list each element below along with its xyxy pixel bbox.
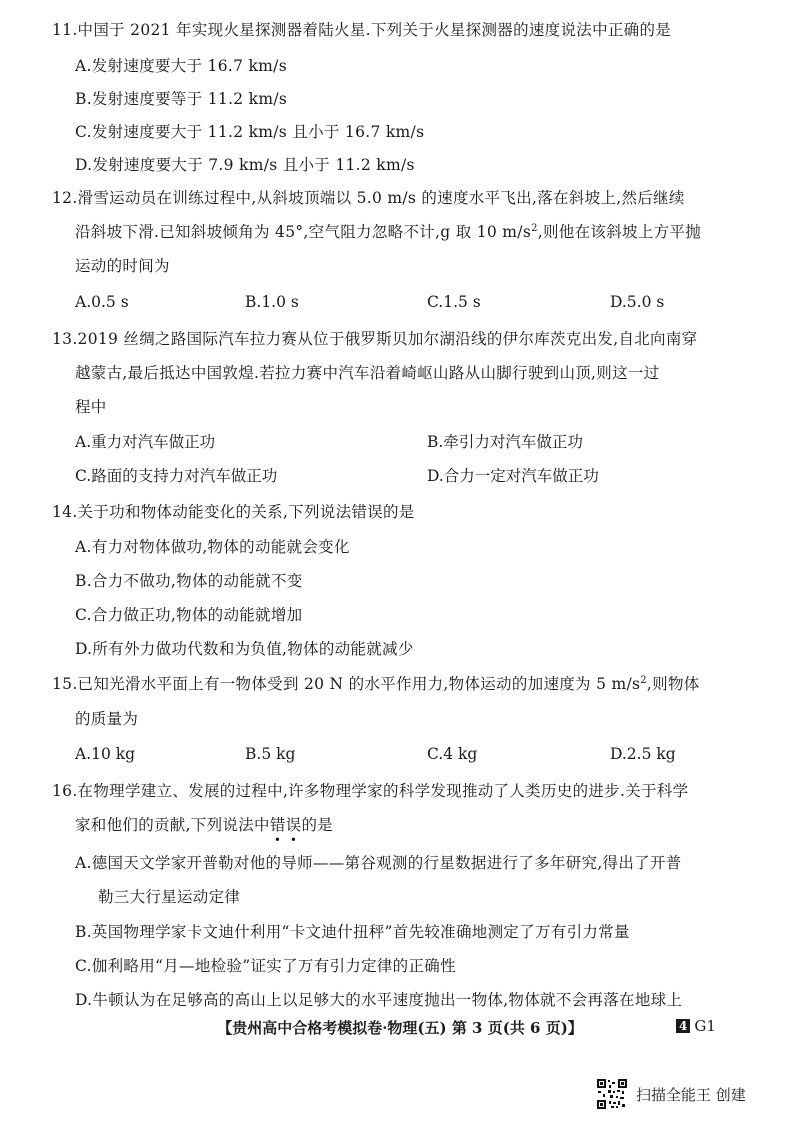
q12-option-b: B.1.0 s [245, 293, 299, 311]
q12-stem-line2 [75, 222, 701, 242]
scanner-watermark [596, 1078, 746, 1110]
q16-option-b: B.英国物理学家卡文迪什利用“卡文迪什扭秤”首先较准确地测定了万有引力常量 [75, 923, 630, 941]
q11-option-b: B.发射速度要等于 11.2 km/s [75, 90, 288, 108]
scanner-label: 扫描全能王 创建 [636, 1085, 746, 1104]
q15-option-a: A.10 kg [75, 745, 136, 763]
q16-emphasis-text: 错误 [269, 816, 302, 834]
q11-option-c: C.发射速度要大于 11.2 km/s 且小于 16.7 km/s [75, 123, 425, 141]
paper-code-text: G1 [694, 1017, 716, 1035]
q12-stem-line1: 12.滑雪运动员在训练过程中,从斜坡顶端以 5.0 m/s 的速度水平飞出,落在斜坡上,然后继续 [52, 189, 685, 207]
q14-option-c: C.合力做正功,物体的动能就增加 [75, 606, 303, 624]
paper-code-box: 4 [676, 1019, 690, 1033]
q14-option-b: B.合力不做功,物体的动能就不变 [75, 572, 303, 590]
q13-stem-line2: 越蒙古,最后抵达中国敦煌.若拉力赛中汽车沿着崎岖山路从山脚行驶到山顶,则这一过 [75, 364, 660, 382]
page-footer: 【贵州高中合格考模拟卷·物理(五) 第 3 页(共 6 页)】 [217, 1019, 583, 1037]
q16-option-a-line2: 勒三大行星运动定律 [98, 888, 241, 906]
q16-option-c: C.伽利略用“月—地检验”证实了万有引力定律的正确性 [75, 957, 456, 975]
q12-superscript: 2 [531, 222, 538, 234]
q16-emphasis-word [269, 816, 302, 847]
q13-option-b: B.牵引力对汽车做正功 [427, 433, 583, 451]
q15-superscript: 2 [640, 674, 647, 686]
q15-stem-line1-text: 15.已知光滑水平面上有一物体受到 20 N 的水平作用力,物体运动的加速度为 5 m/s [52, 675, 641, 693]
q12-stem-line2-text: 沿斜坡下滑.已知斜坡倾角为 45°,空气阻力忽略不计,g 取 10 m/s [75, 223, 532, 241]
q13-option-d: D.合力一定对汽车做正功 [427, 467, 599, 485]
q16-stem-line2 [75, 815, 334, 847]
q12-stem-line2-tail: ,则他在该斜坡上方平抛 [537, 223, 701, 241]
emphasis-dot-icon: • [273, 833, 282, 847]
q12-option-c: C.1.5 s [427, 293, 481, 311]
q13-stem-line1: 13.2019 丝绸之路国际汽车拉力赛从位于俄罗斯贝加尔湖沿线的伊尔库茨克出发,自北向南穿 [52, 330, 698, 348]
q16-stem-line2-tail: 的是 [301, 816, 334, 834]
q15-option-b: B.5 kg [245, 745, 296, 763]
q16-stem-line1: 16.在物理学建立、发展的过程中,许多物理学家的科学发现推动了人类历史的进步.关于科学 [52, 782, 689, 800]
q11-option-d: D.发射速度要大于 7.9 km/s 且小于 11.2 km/s [75, 156, 415, 174]
q13-option-a: A.重力对汽车做正功 [75, 433, 216, 451]
q14-option-d: D.所有外力做功代数和为负值,物体的动能就减少 [75, 640, 414, 658]
q16-option-d: D.牛顿认为在足够高的高山上以足够大的水平速度抛出一物体,物体就不会再落在地球上 [75, 991, 683, 1009]
q15-stem-line1-tail: ,则物体 [646, 675, 700, 693]
q11-stem: 11.中国于 2021 年实现火星探测器着陆火星.下列关于火星探测器的速度说法中正确的是 [52, 21, 672, 39]
q12-stem-line3: 运动的时间为 [75, 257, 170, 275]
q14-option-a: A.有力对物体做功,物体的动能就会变化 [75, 538, 350, 556]
q15-stem-line1 [52, 674, 700, 694]
q15-stem-line2: 的质量为 [75, 710, 139, 728]
q12-option-d: D.5.0 s [610, 293, 665, 311]
q15-option-c: C.4 kg [427, 745, 478, 763]
qr-code-icon [596, 1078, 628, 1110]
emphasis-dot-icon: • [289, 833, 298, 847]
q13-stem-line3: 程中 [75, 398, 107, 416]
q11-option-a: A.发射速度要大于 16.7 km/s [75, 57, 287, 75]
q13-option-c: C.路面的支持力对汽车做正功 [75, 467, 278, 485]
q16-option-a-line1: A.德国天文学家开普勒对他的导师——第谷观测的行星数据进行了多年研究,得出了开普 [75, 854, 682, 872]
q14-stem: 14.关于功和物体动能变化的关系,下列说法错误的是 [52, 503, 415, 521]
q12-option-a: A.0.5 s [75, 293, 129, 311]
q16-stem-line2-text: 家和他们的贡献,下列说法中 [75, 816, 270, 834]
paper-code [676, 1017, 716, 1035]
q15-option-d: D.2.5 kg [610, 745, 676, 763]
